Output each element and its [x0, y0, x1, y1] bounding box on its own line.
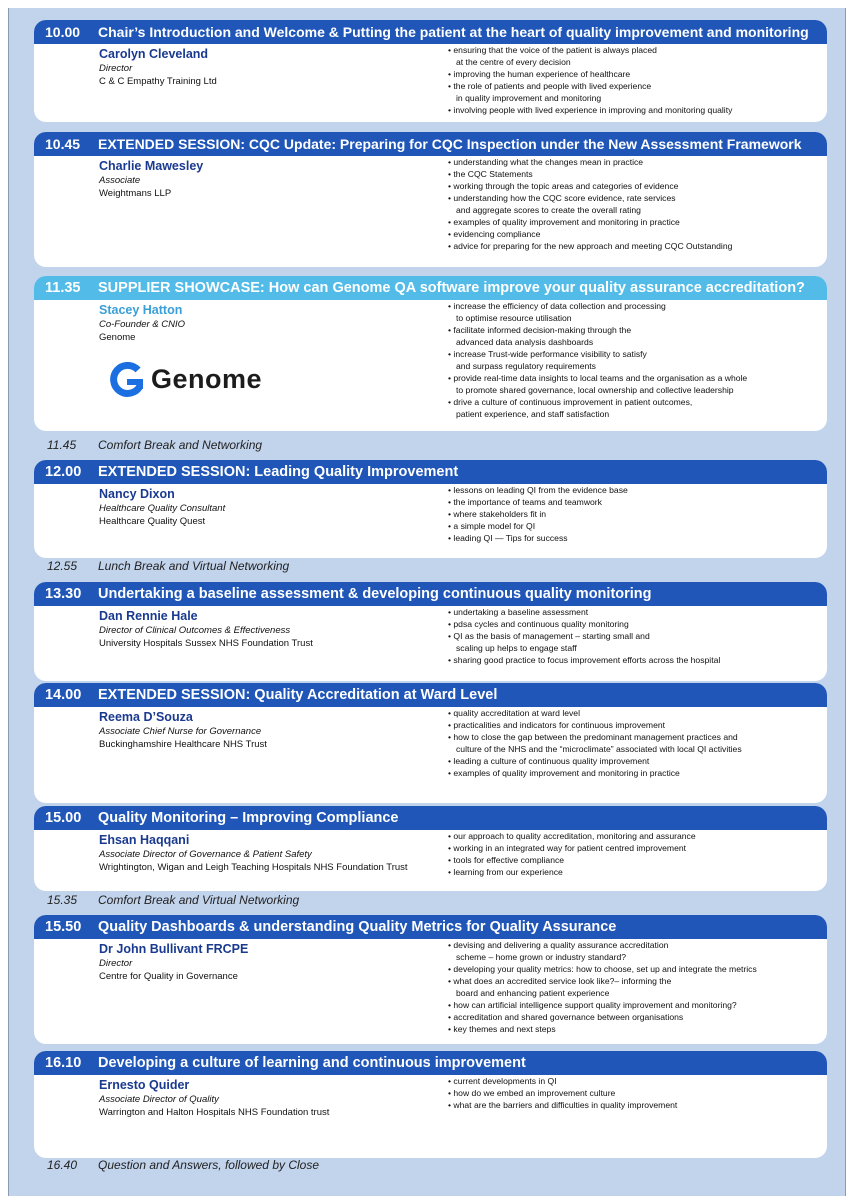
speaker-organisation: Centre for Quality in Governance [99, 971, 238, 982]
session-topics [448, 1075, 818, 1111]
speaker-name: Dr John Bullivant FRCPE [99, 942, 249, 956]
session-time: 12.00 [45, 464, 82, 480]
topic-item: • involving people with lived experience in improving and monitoring quality [448, 104, 818, 116]
session-time: 10.00 [45, 24, 81, 40]
topic-item: • leading QI — Tips for success [448, 532, 818, 544]
topic-item: • how to close the gap between the predominant management practices and culture of the NHS and the “microclimate” associated with local QI activities [448, 731, 818, 755]
topic-item: • increase Trust-wide performance visibility to satisfy and surpass regulatory requirements [448, 348, 818, 372]
session-header [34, 915, 827, 939]
speaker-name: Ehsan Haqqani [99, 833, 190, 847]
session-topics [448, 939, 818, 1035]
topic-item: • understanding what the changes mean in practice [448, 156, 818, 168]
session-time: 16.10 [45, 1055, 82, 1071]
speaker-organisation: Weightmans LLP [99, 188, 172, 199]
break-time: 12.55 [47, 559, 78, 573]
topic-item: • improving the human experience of healthcare [448, 68, 818, 80]
session-card [34, 132, 827, 267]
speaker-block [99, 941, 248, 983]
topic-item: • developing your quality metrics: how to choose, set up and integrate the metrics [448, 963, 818, 975]
topic-item: • undertaking a baseline assessment [448, 606, 818, 618]
speaker-block [99, 302, 185, 344]
session-topics [448, 707, 818, 779]
topic-item: • what does an accredited service look like?– informing the board and enhancing patient experience [448, 975, 818, 999]
session-header [34, 132, 827, 156]
session-time: 10.45 [45, 136, 81, 152]
break-time: 11.45 [47, 438, 77, 452]
genome-logo-wordmark: Genome [151, 364, 263, 394]
session-card [34, 20, 827, 122]
topic-item: • facilitate informed decision-making through the advanced data analysis dashboards [448, 324, 818, 348]
session-header [34, 1051, 827, 1075]
speaker-name: Stacey Hatton [99, 303, 183, 317]
speaker-role: Associate Director of Quality [99, 1094, 219, 1105]
speaker-role: Director [99, 958, 133, 969]
session-card [34, 915, 827, 1044]
topic-item: • examples of quality improvement and monitoring in practice [448, 216, 818, 228]
genome-logo [109, 362, 263, 398]
session-header [34, 582, 827, 606]
break-label: Comfort Break and Virtual Networking [98, 893, 300, 907]
break-time: 15.35 [47, 893, 78, 907]
genome-logo-icon [109, 362, 145, 398]
session-time: 14.00 [45, 687, 82, 703]
break-row [47, 1157, 319, 1173]
session-card [34, 806, 827, 891]
speaker-organisation: Warrington and Halton Hospitals NHS Foundation trust [99, 1107, 330, 1118]
session-time: 11.35 [45, 280, 81, 296]
session-title: SUPPLIER SHOWCASE: How can Genome QA software improve your quality assurance accreditation? [98, 280, 805, 296]
topic-item: • tools for effective compliance [448, 854, 818, 866]
topic-item: • understanding how the CQC score evidence, rate services and aggregate scores to create the overall rating [448, 192, 818, 216]
session-card [34, 1051, 827, 1158]
session-topics [448, 484, 818, 544]
break-row [47, 437, 262, 453]
speaker-block [99, 46, 217, 88]
speaker-role: Healthcare Quality Consultant [99, 503, 226, 514]
break-label: Question and Answers, followed by Close [98, 1158, 320, 1172]
session-header [34, 806, 827, 830]
topic-item: • learning from our experience [448, 866, 818, 878]
session-time: 13.30 [45, 586, 82, 602]
speaker-name: Dan Rennie Hale [99, 609, 198, 623]
topic-item: • drive a culture of continuous improvement in patient outcomes, patient experience, and staff satisfaction [448, 396, 818, 420]
topic-item: • our approach to quality accreditation, monitoring and assurance [448, 830, 818, 842]
session-title: EXTENDED SESSION: CQC Update: Preparing for CQC Inspection under the New Assessment Framework [98, 136, 802, 152]
topic-item: • provide real-time data insights to local teams and the organisation as a whole to promote shared governance, local ownership and collective leadership [448, 372, 818, 396]
session-header [34, 683, 827, 707]
speaker-block [99, 832, 408, 874]
topic-item: • where stakeholders fit in [448, 508, 818, 520]
session-title: Quality Dashboards & understanding Quality Metrics for Quality Assurance [98, 919, 617, 935]
session-card [34, 460, 827, 558]
speaker-role: Associate Chief Nurse for Governance [99, 726, 262, 737]
speaker-block [99, 608, 313, 650]
topic-item: • the importance of teams and teamwork [448, 496, 818, 508]
topic-item: • examples of quality improvement and monitoring in practice [448, 767, 818, 779]
session-time: 15.50 [45, 919, 82, 935]
topic-item: • sharing good practice to focus improvement efforts across the hospital [448, 654, 818, 666]
session-topics [448, 44, 818, 116]
topic-item: • quality accreditation at ward level [448, 707, 818, 719]
topic-item: • the role of patients and people with lived experience in quality improvement and monitoring [448, 80, 818, 104]
session-topics [448, 300, 818, 420]
break-row [47, 558, 289, 574]
topic-item: • how do we embed an improvement culture [448, 1087, 818, 1099]
topic-item: • leading a culture of continuous quality improvement [448, 755, 818, 767]
speaker-block [99, 709, 267, 751]
session-card [34, 582, 827, 681]
speaker-organisation: C & C Empathy Training Ltd [99, 76, 217, 87]
session-title: Undertaking a baseline assessment & developing continuous quality monitoring [98, 586, 652, 602]
session-time: 15.00 [45, 810, 82, 826]
session-title: Quality Monitoring – Improving Compliance [98, 810, 399, 826]
agenda-page [8, 8, 846, 1196]
session-topics [448, 606, 818, 666]
topic-item: • increase the efficiency of data collection and processing to optimise resource utilisation [448, 300, 818, 324]
break-row [47, 892, 299, 908]
topic-item: • key themes and next steps [448, 1023, 818, 1035]
speaker-name: Reema D’Souza [99, 710, 193, 724]
break-label: Lunch Break and Virtual Networking [98, 559, 290, 573]
speaker-block [99, 158, 203, 200]
topic-item: • devising and delivering a quality assurance accreditation scheme – home grown or industry standard? [448, 939, 818, 963]
topic-item: • pdsa cycles and continuous quality monitoring [448, 618, 818, 630]
speaker-organisation: Wrightington, Wigan and Leigh Teaching Hospitals NHS Foundation Trust [99, 862, 408, 873]
session-topics [448, 830, 818, 878]
speaker-role: Director [99, 63, 133, 74]
session-title: EXTENDED SESSION: Leading Quality Improvement [98, 464, 459, 480]
topic-item: • QI as the basis of management – starting small and scaling up helps to engage staff [448, 630, 818, 654]
session-card [34, 276, 827, 431]
speaker-role: Director of Clinical Outcomes & Effectiveness [99, 625, 291, 636]
speaker-name: Charlie Mawesley [99, 159, 204, 173]
session-header [34, 276, 827, 300]
topic-item: • lessons on leading QI from the evidence base [448, 484, 818, 496]
speaker-organisation: Genome [99, 332, 136, 343]
topic-item: • the CQC Statements [448, 168, 818, 180]
session-card [34, 683, 827, 803]
speaker-organisation: Buckinghamshire Healthcare NHS Trust [99, 739, 267, 750]
topic-item: • accreditation and shared governance between organisations [448, 1011, 818, 1023]
topic-item: • advice for preparing for the new approach and meeting CQC Outstanding [448, 240, 818, 252]
speaker-name: Nancy Dixon [99, 487, 175, 501]
topic-item: • ensuring that the voice of the patient is always placed at the centre of every decision [448, 44, 818, 68]
session-header [34, 20, 827, 44]
session-title: EXTENDED SESSION: Quality Accreditation at Ward Level [98, 687, 498, 703]
speaker-name: Ernesto Quider [99, 1078, 190, 1092]
topic-item: • practicalities and indicators for continuous improvement [448, 719, 818, 731]
topic-item: • current developments in QI [448, 1075, 818, 1087]
topic-item: • evidencing compliance [448, 228, 818, 240]
session-title: Developing a culture of learning and continuous improvement [98, 1055, 526, 1071]
speaker-organisation: University Hospitals Sussex NHS Foundation Trust [99, 638, 313, 649]
speaker-role: Associate [99, 175, 141, 186]
session-topics [448, 156, 818, 252]
speaker-role: Co-Founder & CNIO [99, 319, 186, 330]
topic-item: • how can artificial intelligence support quality improvement and monitoring? [448, 999, 818, 1011]
session-title: Chair’s Introduction and Welcome & Putting the patient at the heart of quality improvement and monitoring [98, 24, 809, 40]
topic-item: • a simple model for QI [448, 520, 818, 532]
speaker-role: Associate Director of Governance & Patient Safety [99, 849, 312, 860]
speaker-block [99, 486, 225, 528]
speaker-organisation: Healthcare Quality Quest [99, 516, 206, 527]
speaker-name: Carolyn Cleveland [99, 47, 209, 61]
break-time: 16.40 [47, 1158, 78, 1172]
topic-item: • working through the topic areas and categories of evidence [448, 180, 818, 192]
topic-item: • working in an integrated way for patient centred improvement [448, 842, 818, 854]
break-label: Comfort Break and Networking [98, 438, 263, 452]
session-header [34, 460, 827, 484]
topic-item: • what are the barriers and difficulties in quality improvement [448, 1099, 818, 1111]
speaker-block [99, 1077, 329, 1119]
